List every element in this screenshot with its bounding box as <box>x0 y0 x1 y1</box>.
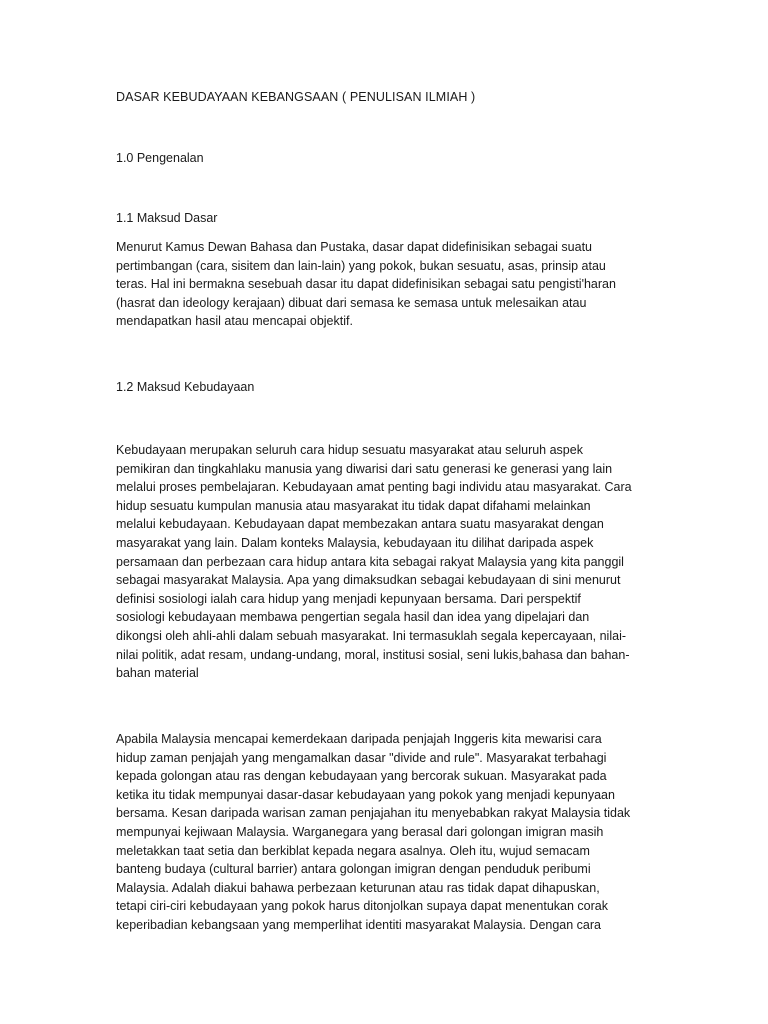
section-heading-maksud-dasar: 1.1 Maksud Dasar <box>116 211 218 225</box>
paragraph-line: bersama. Kesan daripada warisan zaman penjajahan itu menyebabkan rakyat Malaysia tidak <box>116 806 631 821</box>
section-heading-maksud-kebudayaan: 1.2 Maksud Kebudayaan <box>116 380 255 394</box>
paragraph-line: masyarakat yang lain. Dalam konteks Malaysia, kebudayaan itu dilihat daripada aspek <box>116 535 594 550</box>
paragraph-kebudayaan-1 <box>116 441 676 683</box>
paragraph-line: mempunyai kejiwaan Malaysia. Warganegara yang berasal dari golongan imigran masih <box>116 824 604 839</box>
paragraph-line: Malaysia. Adalah diakui bahawa perbezaan keturunan atau ras tidak dapat dihapuskan, <box>116 880 600 895</box>
paragraph-line: kepada golongan atau ras dengan kebudayaan yang bercorak sukuan. Masyarakat pada <box>116 769 607 784</box>
paragraph-line: banteng budaya (cultural barrier) antara golongan imigran dengan penduduk peribumi <box>116 862 591 877</box>
paragraph-maksud-dasar <box>116 238 676 331</box>
paragraph-line: tetapi ciri-ciri kebudayaan yang pokok harus ditonjolkan supaya dapat menentukan corak <box>116 899 608 914</box>
paragraph-line: teras. Hal ini bermakna sesebuah dasar itu dapat didefinisikan sebagai satu pengisti'haran <box>116 277 616 292</box>
paragraph-line: persamaan dan perbezaan cara hidup antara kita sebagai rakyat Malaysia yang kita panggil <box>116 554 624 569</box>
paragraph-line: hidup sesuatu kumpulan manusia atau masyarakat itu tidak dapat difahami melainkan <box>116 498 591 513</box>
paragraph-kebudayaan-2 <box>116 730 676 935</box>
paragraph-line: meletakkan taat setia dan berkiblat kepada negara asalnya. Oleh itu, wujud semacam <box>116 843 590 858</box>
paragraph-line: Apabila Malaysia mencapai kemerdekaan daripada penjajah Inggeris kita mewarisi cara <box>116 732 602 746</box>
paragraph-line: sosiologi kebudayaan membawa pengertian segala hasil dan idea yang dipelajari dan <box>116 610 590 625</box>
paragraph-line: pertimbangan (cara, sisitem dan lain-lain) yang pokok, bukan sesuatu, asas, prinsip atau <box>116 258 606 273</box>
section-heading-pengenalan: 1.0 Pengenalan <box>116 151 204 165</box>
paragraph-line: (hasrat dan ideology kerajaan) dibuat dari semasa ke semasa untuk melesaikan atau <box>116 295 587 310</box>
paragraph-line: bahan material <box>116 666 199 681</box>
paragraph-line: hidup zaman penjajah yang mengamalkan dasar "divide and rule". Masyarakat terbahagi <box>116 750 607 765</box>
paragraph-line: pemikiran dan tingkahlaku manusia yang diwarisi dari satu generasi ke generasi yang lain <box>116 461 613 476</box>
paragraph-line: mendapatkan hasil atau mencapai objektif. <box>116 314 353 329</box>
paragraph-line: sebagai masyarakat Malaysia. Apa yang dimaksudkan sebagai kebudayaan di sini menurut <box>116 573 621 588</box>
paragraph-line: nilai politik, adat resam, undang-undang, moral, institusi sosial, seni lukis,bahasa dan bahan- <box>116 647 630 662</box>
paragraph-line: keperibadian kebangsaan yang memperlihat identiti masyarakat Malaysia. Dengan cara <box>116 917 601 932</box>
paragraph-line: Kebudayaan merupakan seluruh cara hidup sesuatu masyarakat atau seluruh aspek <box>116 443 583 457</box>
paragraph-line: definisi sosiologi ialah cara hidup yang menjadi kepunyaan bersama. Dari perspektif <box>116 591 581 606</box>
paragraph-line: melalui kebudayaan. Kebudayaan dapat membezakan antara suatu masyarakat dengan <box>116 517 604 532</box>
document-title: DASAR KEBUDAYAAN KEBANGSAAN ( PENULISAN ILMIAH ) <box>116 90 476 104</box>
paragraph-line: dikongsi oleh ahli-ahli dalam sebuah masyarakat. Ini termasuklah segala kepercayaan, nilai- <box>116 628 627 643</box>
paragraph-line: ketika itu tidak mempunyai dasar-dasar kebudayaan yang pokok yang menjadi kepunyaan <box>116 787 615 802</box>
paragraph-line: Menurut Kamus Dewan Bahasa dan Pustaka, dasar dapat didefinisikan sebagai suatu <box>116 240 592 254</box>
paragraph-line: melalui proses pembelajaran. Kebudayaan amat penting bagi individu atau masyarakat. Cara <box>116 480 632 495</box>
